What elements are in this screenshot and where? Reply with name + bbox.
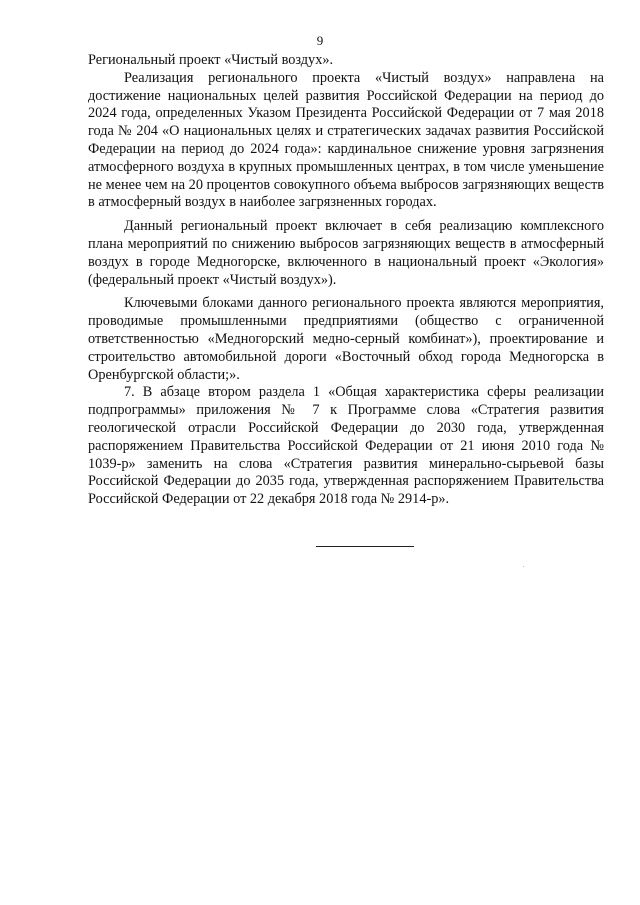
paragraph-project-plan: Данный региональный проект включает в себя реализацию комплексного плана мероприятий по снижению выбросов загрязняющих веществ в атмосферный воздух в городе Медногорске, включенного в национальный проект «Экология» (федеральный проект «Чистый воздух»). [88, 218, 604, 288]
page-number: 9 [316, 33, 324, 48]
document-body [88, 52, 604, 509]
scan-speck [523, 566, 524, 567]
paragraph-project-blocks: Ключевыми блоками данного регионального проекта являются мероприятия, проводимые промышленными предприятиями (общество с ограниченной ответственностью «Медногорский медно-серный комбинат»), проектирование и строительство автомобильной дороги «Восточный обход города Медногорска в Оренбургской области;». [88, 295, 604, 383]
paragraph-amendment-7: 7. В абзаце втором раздела 1 «Общая характеристика сферы реализации подпрограммы» приложения № 7 к Программе слова «Стратегия развития геологической отрасли Российской Федерации до 2030 года, утвержденная распоряжением Правительства Российской Федерации от 21 июня 2010 года № 1039-р» заменить на слова «Стратегия развития минерально-сырьевой базы Российской Федерации до 2035 года, утвержденная распоряжением Правительства Российской Федерации от 22 декабря 2018 года № 2914-р». [88, 384, 604, 508]
end-divider [316, 546, 414, 547]
paragraph-project-goals: Реализация регионального проекта «Чистый воздух» направлена на достижение национальных целей развития Российской Федерации на период до 2024 года, определенных Указом Президента Российской Федерации от 7 мая 2018 года № 204 «О национальных целях и стратегических задачах развития Российской Федерации на период до 2024 года»: кардинальное снижение уровня загрязнения атмосферного воздуха в крупных промышленных центрах, в том числе уменьшение не менее чем на 20 процентов совокупного объема выбросов загрязняющих веществ в атмосферный воздух в наиболее загрязненных городах. [88, 69, 604, 211]
paragraph-project-title: Региональный проект «Чистый воздух». [88, 52, 334, 68]
